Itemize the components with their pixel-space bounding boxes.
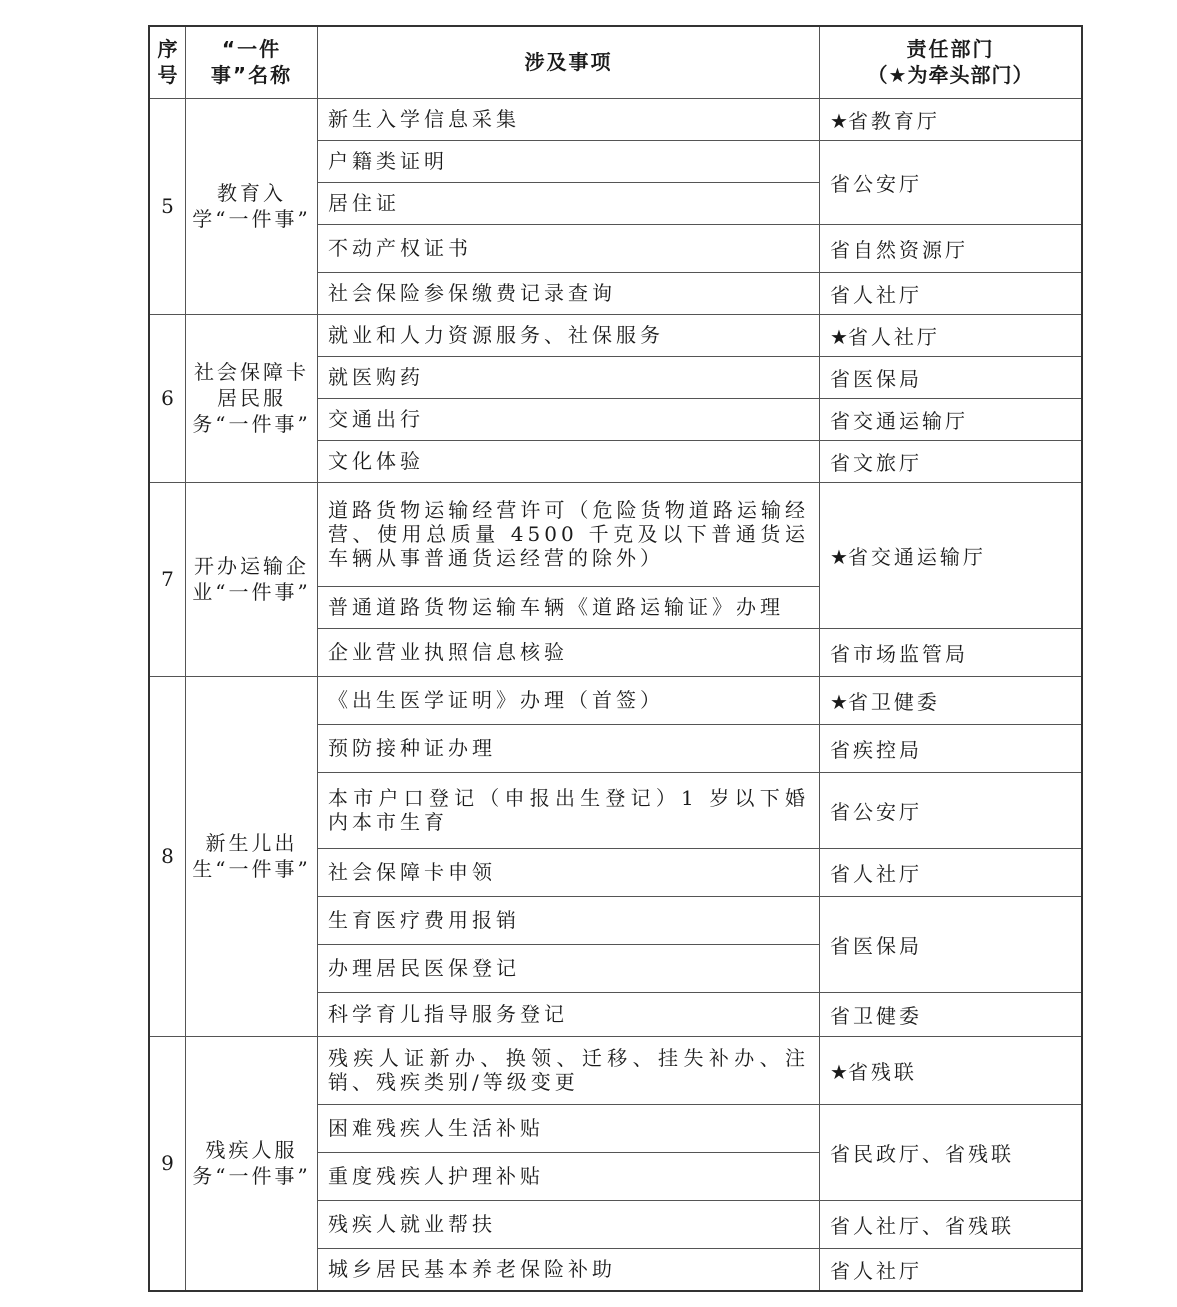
lead-department [820, 676, 1083, 724]
table-row [149, 482, 1082, 586]
lead-department-label: 省人社厅 [847, 324, 940, 349]
responsible-department: 省人社厅 [820, 272, 1083, 314]
matter-item: 社会保障卡申领 [318, 848, 820, 896]
responsibility-table [148, 25, 1083, 1292]
responsible-department: 省公安厅 [820, 772, 1083, 848]
responsible-department: 省疾控局 [820, 724, 1083, 772]
matter-item: 社会保险参保缴费记录查询 [318, 272, 820, 314]
responsible-department: 省交通运输厅 [820, 398, 1083, 440]
group-number: 6 [149, 314, 186, 482]
responsible-department: 省人社厅 [820, 1248, 1083, 1291]
matter-item: 普通道路货物运输车辆《道路运输证》办理 [318, 586, 820, 628]
header-dept-line1: 责任部门 [906, 37, 995, 62]
lead-star-icon: ★ [830, 1059, 848, 1084]
responsible-department: 省人社厅 [820, 848, 1083, 896]
matter-item: 文化体验 [318, 440, 820, 482]
lead-department-label: 省教育厅 [847, 108, 940, 133]
table-row [149, 1036, 1082, 1104]
header-dept-line2: （★为牵头部门） [867, 63, 1034, 88]
header-dept [820, 26, 1083, 98]
lead-department-label: 省交通运输厅 [847, 544, 986, 569]
group-name: 新生儿出生“一件事” [186, 676, 318, 1036]
header-name: “一件事”名称 [186, 26, 318, 98]
matter-item: 生育医疗费用报销 [318, 896, 820, 944]
matter-item: 残疾人证新办、换领、迁移、挂失补办、注销、残疾类别/等级变更 [318, 1036, 820, 1104]
responsible-department: 省文旅厅 [820, 440, 1083, 482]
responsible-department: 省市场监管局 [820, 628, 1083, 676]
matter-item: 道路货物运输经营许可（危险货物道路运输经营、使用总质量 4500 千克及以下普通货运车辆从事普通货运经营的除外） [318, 482, 820, 586]
header-row [149, 26, 1082, 98]
matter-item: 交通出行 [318, 398, 820, 440]
matter-item: 新生入学信息采集 [318, 98, 820, 140]
responsible-department: 省人社厅、省残联 [820, 1200, 1083, 1248]
group-number: 8 [149, 676, 186, 1036]
matter-item: 残疾人就业帮扶 [318, 1200, 820, 1248]
matter-item: 企业营业执照信息核验 [318, 628, 820, 676]
responsible-department: 省卫健委 [820, 992, 1083, 1036]
responsible-department: 省公安厅 [820, 140, 1083, 224]
matter-item: 就医购药 [318, 356, 820, 398]
lead-department-label: 省卫健委 [847, 689, 940, 714]
lead-department-label: 省残联 [847, 1059, 917, 1084]
table-row [149, 98, 1082, 140]
matter-item: 户籍类证明 [318, 140, 820, 182]
matter-item: 《出生医学证明》办理（首签） [318, 676, 820, 724]
lead-department [820, 1036, 1083, 1104]
lead-star-icon: ★ [830, 544, 848, 569]
lead-department [820, 98, 1083, 140]
matter-item: 重度残疾人护理补贴 [318, 1152, 820, 1200]
lead-department [820, 482, 1083, 628]
lead-department [820, 314, 1083, 356]
header-items: 涉及事项 [318, 26, 820, 98]
group-number: 5 [149, 98, 186, 314]
header-no: 序号 [149, 26, 186, 98]
matter-item: 城乡居民基本养老保险补助 [318, 1248, 820, 1291]
matter-item: 预防接种证办理 [318, 724, 820, 772]
group-name: 开办运输企业“一件事” [186, 482, 318, 676]
matter-item: 本市户口登记（申报出生登记）1 岁以下婚内本市生育 [318, 772, 820, 848]
responsible-department: 省医保局 [820, 356, 1083, 398]
matter-item: 困难残疾人生活补贴 [318, 1104, 820, 1152]
table-row [149, 314, 1082, 356]
lead-star-icon: ★ [830, 108, 848, 133]
lead-star-icon: ★ [830, 689, 848, 714]
responsible-department: 省自然资源厅 [820, 224, 1083, 272]
responsible-department: 省民政厅、省残联 [820, 1104, 1083, 1200]
responsible-department: 省医保局 [820, 896, 1083, 992]
matter-item: 就业和人力资源服务、社保服务 [318, 314, 820, 356]
matter-item: 科学育儿指导服务登记 [318, 992, 820, 1036]
matter-item: 办理居民医保登记 [318, 944, 820, 992]
matter-item: 不动产权证书 [318, 224, 820, 272]
matter-item: 居住证 [318, 182, 820, 224]
group-name: 社会保障卡居民服务“一件事” [186, 314, 318, 482]
group-number: 9 [149, 1036, 186, 1291]
group-name: 教育入学“一件事” [186, 98, 318, 314]
table-row [149, 676, 1082, 724]
group-name: 残疾人服务“一件事” [186, 1036, 318, 1291]
group-number: 7 [149, 482, 186, 676]
lead-star-icon: ★ [830, 324, 848, 349]
